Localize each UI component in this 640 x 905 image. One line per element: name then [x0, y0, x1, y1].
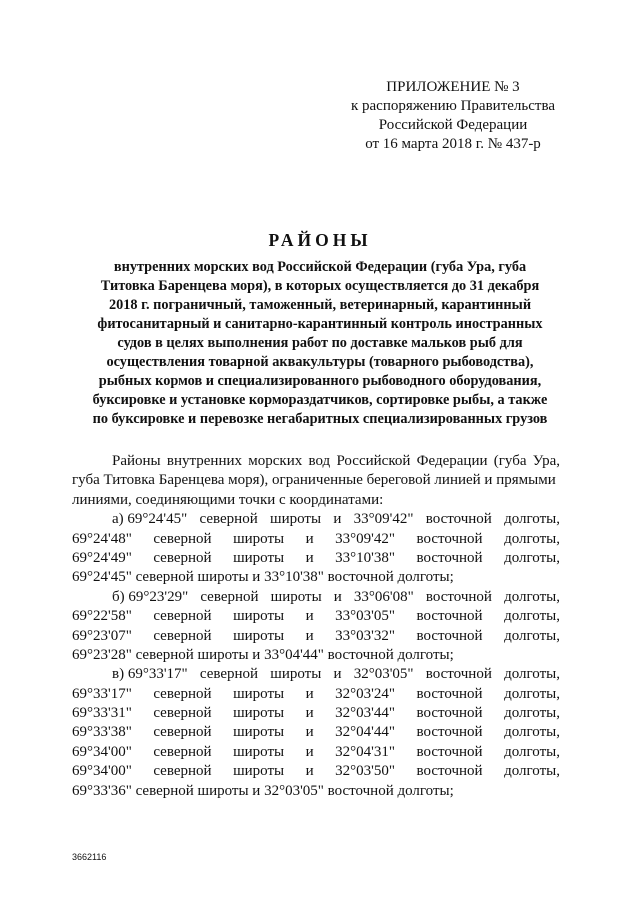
longitude-value: 33°09'42" — [353, 511, 414, 528]
intro-word: Районы — [112, 453, 161, 469]
word-north: северной — [200, 588, 259, 605]
word-east: восточной — [416, 705, 483, 722]
area-first-line — [72, 510, 560, 529]
intro-line-2: губа Титовка Баренцева моря), ограниченные береговой линией и прямыми — [72, 472, 556, 489]
subtitle-line: буксировке и установке кормораздатчиков, сортировке рыбы, а также — [92, 392, 548, 408]
subtitle-line: рыбных кормов и специализированного рыбоводного оборудования, — [98, 373, 542, 389]
word-and: и — [305, 724, 314, 741]
intro-line-3: линиями, соединяющими точки с координатами: — [72, 491, 384, 508]
longitude-value: 33°03'32" — [335, 627, 395, 644]
word-north: северной — [153, 743, 212, 760]
coordinate-row — [72, 549, 560, 568]
word-east: восточной — [416, 530, 483, 547]
word-and: и — [305, 549, 314, 566]
latitude-value: 69°34'00" — [72, 743, 132, 760]
word-longitude: долготы, — [504, 666, 560, 683]
longitude-value: 32°03'24" — [335, 685, 395, 702]
longitude-value: 32°03'05" — [353, 666, 414, 683]
subtitle-line: осуществления товарной аквакультуры (товарного рыбоводства), — [106, 354, 534, 370]
word-east: восточной — [416, 763, 483, 780]
subtitle-line: судов в целях выполнения работ по доставке мальков рыб для — [117, 335, 523, 351]
longitude-value: 33°03'05" — [335, 608, 395, 625]
word-east: восточной — [425, 511, 492, 528]
coordinate-row — [72, 685, 560, 704]
latitude-value: 69°34'00" — [72, 763, 132, 780]
word-and: и — [305, 530, 314, 547]
word-and: и — [305, 705, 314, 722]
coordinate-row — [72, 762, 560, 781]
word-and: и — [333, 666, 342, 683]
subtitle-line: фитосанитарный и санитарно-карантинный контроль иностранных — [97, 316, 543, 332]
word-latitude: широты — [270, 666, 322, 683]
intro-word: внутренних — [166, 453, 242, 469]
appendix-ref-line: к распоряжению Правительства — [350, 98, 555, 114]
latitude-value: 69°33'17" — [127, 666, 188, 683]
latitude-value: 69°23'29" — [128, 588, 189, 605]
word-north: северной — [153, 705, 212, 722]
word-east: восточной — [416, 724, 483, 741]
word-longitude: долготы, — [504, 608, 560, 625]
latitude-value: 69°24'48" — [72, 530, 132, 547]
coordinate-row — [72, 627, 560, 646]
area-letter: в) — [112, 666, 125, 683]
subtitle-line: по буксировке и перевозке негабаритных специализированных грузов — [92, 411, 548, 427]
intro-word: Российской — [336, 453, 411, 469]
word-east: восточной — [416, 608, 483, 625]
word-latitude: широты — [233, 724, 285, 741]
subtitle-line: внутренних морских вод Российской Федерации (губа Ура, губа — [113, 259, 527, 275]
word-east: восточной — [416, 549, 483, 566]
word-longitude: долготы, — [504, 511, 560, 528]
word-north: северной — [153, 549, 212, 566]
appendix-number: ПРИЛОЖЕНИЕ № 3 — [386, 79, 520, 95]
document-body — [72, 452, 560, 801]
intro-word: морских — [248, 453, 303, 469]
coordinate-row — [72, 607, 560, 626]
word-east: восточной — [425, 588, 492, 605]
word-latitude: широты — [233, 549, 285, 566]
word-longitude: долготы, — [504, 705, 560, 722]
word-and: и — [333, 588, 342, 605]
word-east: восточной — [416, 743, 483, 760]
word-north: северной — [153, 763, 212, 780]
latitude-value: 69°33'17" — [72, 685, 132, 702]
word-longitude: долготы, — [504, 627, 560, 644]
area-letter: б) — [112, 588, 125, 605]
intro-word: Федерации — [416, 453, 488, 469]
area-first-line — [72, 588, 560, 607]
word-latitude: широты — [233, 763, 285, 780]
intro-word: Ура, — [532, 453, 560, 469]
word-east: восточной — [416, 627, 483, 644]
area-first-line — [72, 665, 560, 684]
subtitle-line: Титовка Баренцева моря), в которых осуществляется до 31 декабря — [100, 278, 540, 294]
latitude-value: 69°24'45" — [127, 511, 188, 528]
coordinate-row — [72, 530, 560, 549]
latitude-value: 69°33'31" — [72, 705, 132, 722]
word-and: и — [305, 608, 314, 625]
appendix-government: Российской Федерации — [378, 117, 528, 133]
word-north: северной — [153, 627, 212, 644]
latitude-value: 69°22'58" — [72, 608, 132, 625]
longitude-value: 33°10'38" — [335, 549, 395, 566]
word-latitude: широты — [233, 530, 285, 547]
area-first-coord — [112, 665, 188, 684]
area-first-coord — [112, 510, 187, 529]
area-last-line: 69°33'36" северной широты и 32°03'05" восточной долготы; — [72, 782, 454, 799]
appendix-header — [330, 78, 576, 154]
coordinate-row — [72, 743, 560, 762]
coordinate-row — [72, 723, 560, 742]
word-longitude: долготы, — [504, 549, 560, 566]
appendix-date: от 16 марта 2018 г. № 437-р — [365, 136, 541, 152]
area-last-line: 69°24'45" северной широты и 33°10'38" восточной долготы; — [72, 569, 454, 586]
subtitle-line: 2018 г. пограничный, таможенный, ветеринарный, карантинный — [108, 297, 532, 313]
word-latitude: широты — [270, 588, 322, 605]
word-north: северной — [153, 724, 212, 741]
latitude-value: 69°24'49" — [72, 549, 132, 566]
longitude-value: 33°06'08" — [353, 588, 414, 605]
intro-word: вод — [308, 453, 331, 469]
word-longitude: долготы, — [504, 763, 560, 780]
word-north: северной — [153, 608, 212, 625]
intro-line-1 — [72, 452, 560, 471]
area-letter: а) — [112, 511, 124, 528]
word-latitude: широты — [233, 685, 285, 702]
word-latitude: широты — [233, 608, 285, 625]
word-north: северной — [153, 530, 212, 547]
word-longitude: долготы, — [504, 530, 560, 547]
longitude-value: 33°09'42" — [335, 530, 395, 547]
area-first-coord — [112, 588, 188, 607]
latitude-value: 69°23'07" — [72, 627, 132, 644]
word-latitude: широты — [233, 705, 285, 722]
word-east: восточной — [425, 666, 492, 683]
word-north: северной — [199, 511, 258, 528]
latitude-value: 69°33'38" — [72, 724, 132, 741]
longitude-value: 32°03'50" — [335, 763, 395, 780]
word-and: и — [333, 511, 342, 528]
coordinate-areas — [72, 510, 560, 801]
coordinate-row — [72, 704, 560, 723]
longitude-value: 32°04'31" — [335, 743, 395, 760]
word-and: и — [305, 627, 314, 644]
word-longitude: долготы, — [504, 588, 560, 605]
word-latitude: широты — [233, 627, 285, 644]
document-number: 3662116 — [72, 852, 107, 862]
longitude-value: 32°04'44" — [335, 724, 395, 741]
word-east: восточной — [416, 685, 483, 702]
word-north: северной — [153, 685, 212, 702]
intro-word: (губа — [493, 453, 527, 469]
document-subtitle — [70, 258, 570, 429]
word-and: и — [305, 763, 314, 780]
word-and: и — [305, 685, 314, 702]
word-longitude: долготы, — [504, 724, 560, 741]
longitude-value: 32°03'44" — [335, 705, 395, 722]
word-north: северной — [199, 666, 259, 683]
document-title: РАЙОНЫ — [268, 230, 372, 250]
word-longitude: долготы, — [504, 743, 560, 760]
word-latitude: широты — [233, 743, 285, 760]
area-last-line: 69°23'28" северной широты и 33°04'44" восточной долготы; — [72, 646, 454, 663]
word-latitude: широты — [270, 511, 322, 528]
word-longitude: долготы, — [504, 685, 560, 702]
word-and: и — [305, 743, 314, 760]
